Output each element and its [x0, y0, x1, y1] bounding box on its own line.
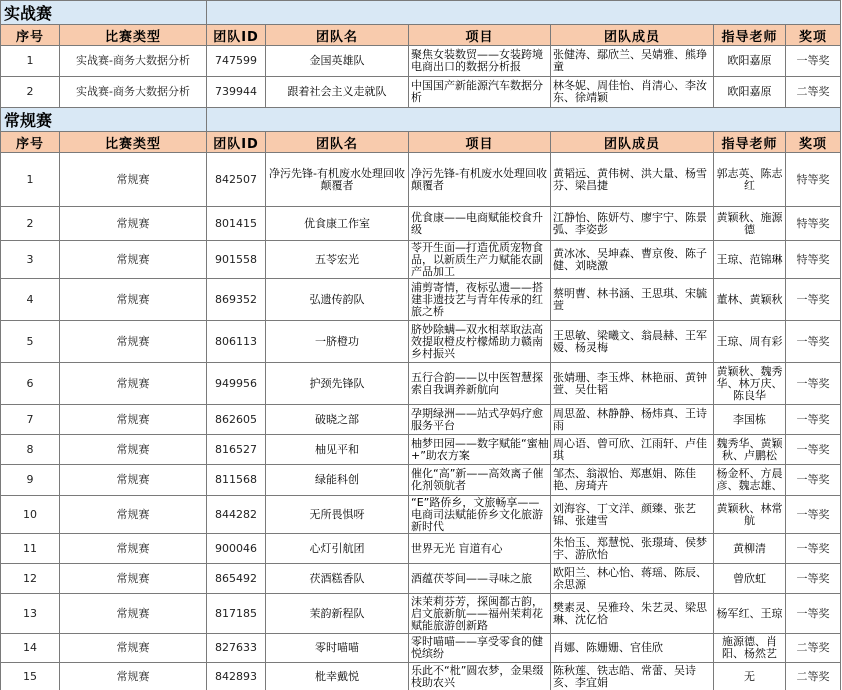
team-name-cell: 零时喵喵 — [266, 634, 409, 663]
seq-cell: 2 — [1, 207, 60, 241]
project-cell: 催化“高”新——高效离子催化剂领航者 — [409, 465, 551, 496]
project-cell: 五行合韵——以中医智慧探索自我调养新航向 — [409, 363, 551, 405]
advisor-cell: 欧阳嘉原 — [714, 77, 786, 108]
award-cell: 二等奖 — [786, 77, 841, 108]
seq-cell: 3 — [1, 241, 60, 279]
seq-cell: 2 — [1, 77, 60, 108]
project-cell: “E”路侨乡，文旅畅享——电商司法赋能侨乡文化旅游新时代 — [409, 496, 551, 534]
column-header: 项目 — [409, 25, 551, 46]
seq-cell: 1 — [1, 46, 60, 77]
award-cell: 一等奖 — [786, 321, 841, 363]
award-cell: 一等奖 — [786, 435, 841, 465]
team-id-cell: 816527 — [207, 435, 266, 465]
team-id-cell: 862605 — [207, 405, 266, 435]
table-row — [1, 663, 841, 690]
advisor-cell: 王琼、周有彩 — [714, 321, 786, 363]
project-cell: 优食康——电商赋能校食升级 — [409, 207, 551, 241]
table-row — [1, 594, 841, 634]
type-cell: 常规赛 — [60, 534, 207, 564]
column-header: 奖项 — [786, 132, 841, 153]
column-header: 比赛类型 — [60, 132, 207, 153]
team-name-cell: 破晓之部 — [266, 405, 409, 435]
seq-cell: 15 — [1, 663, 60, 690]
advisor-cell: 杨金杯、方晨彦、魏志雄、 — [714, 465, 786, 496]
project-cell: 世界无光 盲道有心 — [409, 534, 551, 564]
award-cell: 一等奖 — [786, 594, 841, 634]
table-row — [1, 534, 841, 564]
seq-cell: 11 — [1, 534, 60, 564]
team-id-cell: 844282 — [207, 496, 266, 534]
team-id-cell: 949956 — [207, 363, 266, 405]
seq-cell: 14 — [1, 634, 60, 663]
team-name-cell: 一脐橙功 — [266, 321, 409, 363]
table-row — [1, 405, 841, 435]
members-cell: 欧阳兰、林心怡、蒋瑶、陈辰、余思源 — [551, 564, 714, 594]
advisor-cell: 魏秀华、黄颖秋、卢鹏松 — [714, 435, 786, 465]
seq-cell: 1 — [1, 153, 60, 207]
type-cell: 常规赛 — [60, 405, 207, 435]
table-row — [1, 465, 841, 496]
seq-cell: 5 — [1, 321, 60, 363]
seq-cell: 13 — [1, 594, 60, 634]
type-cell: 常规赛 — [60, 279, 207, 321]
column-header: 团队ID — [207, 25, 266, 46]
award-cell: 一等奖 — [786, 46, 841, 77]
team-id-cell: 817185 — [207, 594, 266, 634]
team-name-cell: 五苓宏光 — [266, 241, 409, 279]
type-cell: 常规赛 — [60, 465, 207, 496]
table-row — [1, 363, 841, 405]
team-name-cell: 弘遗传韵队 — [266, 279, 409, 321]
seq-cell: 7 — [1, 405, 60, 435]
table-row — [1, 207, 841, 241]
team-name-cell: 绿能科创 — [266, 465, 409, 496]
team-name-cell: 优食康工作室 — [266, 207, 409, 241]
column-header: 指导老师 — [714, 132, 786, 153]
award-cell: 特等奖 — [786, 153, 841, 207]
members-cell: 陈秋莲、铁志皓、常蕾、吴诗亥、李宜娟 — [551, 663, 714, 690]
column-header: 指导老师 — [714, 25, 786, 46]
members-cell: 林冬妮、周佳怡、肖清心、李汝东、徐靖颖 — [551, 77, 714, 108]
award-cell: 特等奖 — [786, 207, 841, 241]
award-cell: 一等奖 — [786, 496, 841, 534]
team-id-cell: 842893 — [207, 663, 266, 690]
table-row — [1, 496, 841, 534]
seq-cell: 10 — [1, 496, 60, 534]
type-cell: 常规赛 — [60, 663, 207, 690]
award-cell: 一等奖 — [786, 465, 841, 496]
project-cell: 聚焦女装数贸——女装跨境电商出口的数据分析报 — [409, 46, 551, 77]
team-id-cell: 842507 — [207, 153, 266, 207]
type-cell: 常规赛 — [60, 564, 207, 594]
advisor-cell: 李国栋 — [714, 405, 786, 435]
type-cell: 常规赛 — [60, 363, 207, 405]
project-cell: 脐妙除螨—双水相萃取法高效提取橙皮柠檬烯助力赣南乡村振兴 — [409, 321, 551, 363]
table-row — [1, 46, 841, 77]
team-name-cell: 无所畏惧呀 — [266, 496, 409, 534]
award-cell: 一等奖 — [786, 363, 841, 405]
award-cell: 一等奖 — [786, 405, 841, 435]
project-cell: 净污先锋-有机废水处理回收颠覆者 — [409, 153, 551, 207]
members-cell: 周思盈、林静静、杨炜真、王诗雨 — [551, 405, 714, 435]
column-header: 团队名 — [266, 25, 409, 46]
type-cell: 实战赛-商务大数据分析 — [60, 46, 207, 77]
table-row — [1, 153, 841, 207]
team-id-cell: 865492 — [207, 564, 266, 594]
award-cell: 一等奖 — [786, 564, 841, 594]
type-cell: 常规赛 — [60, 207, 207, 241]
table-row — [1, 241, 841, 279]
advisor-cell: 黄颖秋、林常航 — [714, 496, 786, 534]
team-id-cell: 827633 — [207, 634, 266, 663]
advisor-cell: 黄颖秋、魏秀华、林万庆、陈良华 — [714, 363, 786, 405]
type-cell: 常规赛 — [60, 496, 207, 534]
advisor-cell: 黄颖秋、施源德 — [714, 207, 786, 241]
type-cell: 常规赛 — [60, 594, 207, 634]
section-title: 常规赛 — [1, 108, 207, 132]
seq-cell: 12 — [1, 564, 60, 594]
seq-cell: 9 — [1, 465, 60, 496]
project-cell: 孕期绿洲——站式孕妈疗愈服务平台 — [409, 405, 551, 435]
section-title-filler — [207, 1, 841, 25]
advisor-cell: 欧阳嘉原 — [714, 46, 786, 77]
project-cell: 沫茉莉芬芳，探闽都古韵，启文旅新航——福州茉莉花赋能旅游创新路 — [409, 594, 551, 634]
members-cell: 黄冰冰、吴坤森、曹京俊、陈子健、刘晓激 — [551, 241, 714, 279]
team-name-cell: 心灯引航团 — [266, 534, 409, 564]
advisor-cell: 施源德、肖阳、杨然艺 — [714, 634, 786, 663]
seq-cell: 4 — [1, 279, 60, 321]
award-cell: 一等奖 — [786, 279, 841, 321]
advisor-cell: 董林、黄颖秋 — [714, 279, 786, 321]
members-cell: 王思敏、梁曦文、翁晨赫、王军嫒、杨灵梅 — [551, 321, 714, 363]
team-name-cell: 枇幸戴悦 — [266, 663, 409, 690]
members-cell: 刘海容、丁文洋、颜臻、张艺锦、张建雪 — [551, 496, 714, 534]
team-name-cell: 茯酒糕香队 — [266, 564, 409, 594]
team-name-cell: 柚见平和 — [266, 435, 409, 465]
table-row — [1, 435, 841, 465]
project-cell: 乐此不“枇”圆农梦，金果缀枝助农兴 — [409, 663, 551, 690]
team-id-cell: 801415 — [207, 207, 266, 241]
project-cell: 浦剪寄情，夜标弘遗——搭建非遗技艺与青年传承的红旅之桥 — [409, 279, 551, 321]
team-id-cell: 811568 — [207, 465, 266, 496]
team-id-cell: 806113 — [207, 321, 266, 363]
award-cell: 二等奖 — [786, 663, 841, 690]
table-row — [1, 634, 841, 663]
project-cell: 酒蕴茯苓间——寻味之旅 — [409, 564, 551, 594]
team-name-cell: 净污先锋-有机废水处理回收颠覆者 — [266, 153, 409, 207]
regular-section-title-row — [1, 108, 841, 132]
advisor-cell: 黄柳清 — [714, 534, 786, 564]
regular-header-row — [1, 132, 841, 153]
team-id-cell: 739944 — [207, 77, 266, 108]
project-cell: 柚梦田园——数字赋能“蜜柚+”助农方案 — [409, 435, 551, 465]
advisor-cell: 郭志英、陈志红 — [714, 153, 786, 207]
section-title: 实战赛 — [1, 1, 207, 25]
team-name-cell: 茉韵新程队 — [266, 594, 409, 634]
practical-section-title-row — [1, 1, 841, 25]
members-cell: 蔡明曹、林书涵、王思琪、宋毓萱 — [551, 279, 714, 321]
project-cell: 零时喵喵——享受零食的健悦缤纷 — [409, 634, 551, 663]
award-cell: 一等奖 — [786, 534, 841, 564]
members-cell: 张健涛、鄢欣兰、吴婧雅、熊琤童 — [551, 46, 714, 77]
table-row — [1, 564, 841, 594]
members-cell: 周心语、曾可欣、江雨轩、卢佳琪 — [551, 435, 714, 465]
award-cell: 特等奖 — [786, 241, 841, 279]
seq-cell: 8 — [1, 435, 60, 465]
column-header: 序号 — [1, 132, 60, 153]
team-name-cell: 护颈先锋队 — [266, 363, 409, 405]
seq-cell: 6 — [1, 363, 60, 405]
award-cell: 二等奖 — [786, 634, 841, 663]
type-cell: 实战赛-商务大数据分析 — [60, 77, 207, 108]
members-cell: 朱怡玉、郑慧悦、张璟琦、侯梦宇、游欣怡 — [551, 534, 714, 564]
column-header: 团队名 — [266, 132, 409, 153]
team-name-cell: 跟着社会主义走就队 — [266, 77, 409, 108]
advisor-cell: 曾欣虹 — [714, 564, 786, 594]
team-id-cell: 901558 — [207, 241, 266, 279]
column-header: 序号 — [1, 25, 60, 46]
table-row — [1, 321, 841, 363]
members-cell: 江静怡、陈妍芍、廖宇宁、陈景弧、李姿彭 — [551, 207, 714, 241]
type-cell: 常规赛 — [60, 153, 207, 207]
advisor-cell: 杨军红、王琼 — [714, 594, 786, 634]
column-header: 团队成员 — [551, 132, 714, 153]
type-cell: 常规赛 — [60, 241, 207, 279]
type-cell: 常规赛 — [60, 435, 207, 465]
column-header: 团队ID — [207, 132, 266, 153]
team-id-cell: 747599 — [207, 46, 266, 77]
members-cell: 邹杰、翁淑怡、郑惠娟、陈佳艳、房琦卉 — [551, 465, 714, 496]
section-title-filler — [207, 108, 841, 132]
team-id-cell: 900046 — [207, 534, 266, 564]
team-id-cell: 869352 — [207, 279, 266, 321]
members-cell: 黄韬远、黄伟树、洪大量、杨雪芬、梁昌捷 — [551, 153, 714, 207]
members-cell: 张婧珊、李玉烨、林艳丽、黄钟萱、吴仕韬 — [551, 363, 714, 405]
advisor-cell: 王琼、范锦琳 — [714, 241, 786, 279]
awards-table-body — [1, 1, 841, 690]
project-cell: 中国国产新能源汽车数据分析 — [409, 77, 551, 108]
project-cell: 苓开生面—打造优质宠物食品，以新质生产力赋能农副产品加工 — [409, 241, 551, 279]
members-cell: 肖娜、陈姗姗、官佳欣 — [551, 634, 714, 663]
column-header: 团队成员 — [551, 25, 714, 46]
column-header: 奖项 — [786, 25, 841, 46]
team-name-cell: 金国英雄队 — [266, 46, 409, 77]
column-header: 项目 — [409, 132, 551, 153]
column-header: 比赛类型 — [60, 25, 207, 46]
advisor-cell: 无 — [714, 663, 786, 690]
type-cell: 常规赛 — [60, 634, 207, 663]
table-row — [1, 77, 841, 108]
practical-header-row — [1, 25, 841, 46]
members-cell: 樊素灵、吴雅玲、朱艺灵、梁思琳、沈亿恰 — [551, 594, 714, 634]
table-row — [1, 279, 841, 321]
type-cell: 常规赛 — [60, 321, 207, 363]
